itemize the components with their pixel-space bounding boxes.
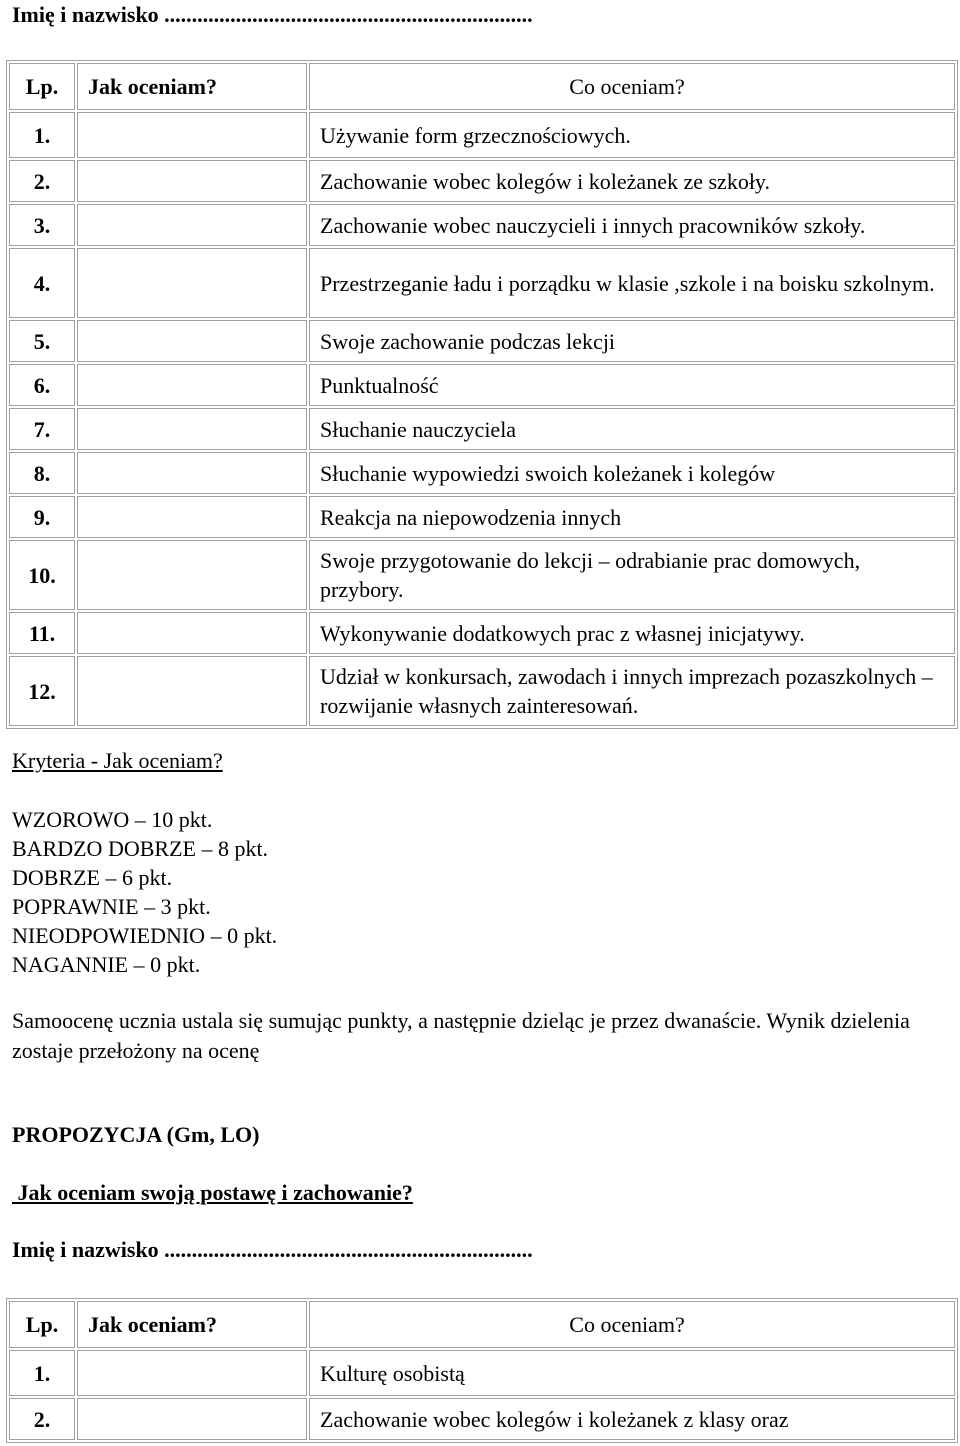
row-text: Punktualność [309, 364, 955, 406]
criteria-item: WZOROWO – 10 pkt. [12, 807, 213, 832]
row-how-cell [77, 112, 307, 158]
proposal-table [6, 1298, 958, 1443]
table-row [9, 540, 955, 610]
row-how-cell [77, 408, 307, 450]
table-row [9, 112, 955, 158]
criteria-item: DOBRZE – 6 pkt. [12, 865, 173, 890]
proposal-subtitle: Jak oceniam swoją postawę i zachowanie? [12, 1180, 413, 1205]
proposal-title: PROPOZYCJA (Gm, LO) [12, 1122, 260, 1147]
row-number: 10. [9, 540, 75, 610]
proposal-name-line: Imię i nazwisko ................................................................... [12, 1237, 533, 1262]
criteria-list [12, 805, 277, 979]
row-number: 7. [9, 408, 75, 450]
row-text: Zachowanie wobec kolegów i koleżanek ze szkoły. [309, 160, 955, 202]
row-how-cell [77, 540, 307, 610]
row-number: 2. [9, 160, 75, 202]
criteria-item: BARDZO DOBRZE – 8 pkt. [12, 836, 269, 861]
row-number: 9. [9, 496, 75, 538]
row-text: Swoje przygotowanie do lekcji – odrabianie prac domowych, przybory. [309, 540, 955, 610]
header-what: Co oceniam? [309, 63, 955, 110]
header-what: Co oceniam? [309, 1301, 955, 1348]
row-number: 4. [9, 248, 75, 318]
row-text: Reakcja na niepowodzenia innych [309, 496, 955, 538]
row-how-cell [77, 320, 307, 362]
table-row [9, 364, 955, 406]
row-text: Zachowanie wobec kolegów i koleżanek z klasy oraz [309, 1398, 955, 1440]
row-how-cell [77, 612, 307, 654]
summary-paragraph: Samoocenę ucznia ustala się sumując punkty, a następnie dzieląc je przez dwanaście. Wynik dzielenia zostaje przełożony na ocenę [12, 1008, 910, 1063]
row-how-cell [77, 248, 307, 318]
row-number: 8. [9, 452, 75, 494]
table-row [9, 408, 955, 450]
table-row [9, 248, 955, 318]
row-text: Wykonywanie dodatkowych prac z własnej inicjatywy. [309, 612, 955, 654]
criteria-item: NIEODPOWIEDNIO – 0 pkt. [12, 923, 278, 948]
row-number: 6. [9, 364, 75, 406]
table-row [9, 320, 955, 362]
table-row [9, 1350, 955, 1396]
table-row [9, 452, 955, 494]
table-header-row [9, 1301, 955, 1348]
row-number: 2. [9, 1398, 75, 1440]
name-line: Imię i nazwisko ................................................................... [12, 2, 533, 27]
table-row [9, 612, 955, 654]
criteria-item: NAGANNIE – 0 pkt. [12, 952, 201, 977]
row-text: Przestrzeganie ładu i porządku w klasie ,szkole i na boisku szkolnym. [309, 248, 955, 318]
table-row [9, 1398, 955, 1440]
row-how-cell [77, 364, 307, 406]
row-text: Udział w konkursach, zawodach i innych imprezach pozaszkolnych – rozwijanie własnych zainteresowań. [309, 656, 955, 726]
criteria-item: POPRAWNIE – 3 pkt. [12, 894, 211, 919]
row-how-cell [77, 204, 307, 246]
table-row [9, 656, 955, 726]
row-number: 3. [9, 204, 75, 246]
row-number: 1. [9, 112, 75, 158]
row-how-cell [77, 496, 307, 538]
row-how-cell [77, 656, 307, 726]
header-how: Jak oceniam? [77, 63, 307, 110]
assessment-table [6, 60, 958, 729]
header-lp: Lp. [9, 1301, 75, 1348]
row-how-cell [77, 1350, 307, 1396]
row-text: Kulturę osobistą [309, 1350, 955, 1396]
row-number: 11. [9, 612, 75, 654]
table-row [9, 496, 955, 538]
row-number: 5. [9, 320, 75, 362]
table-row [9, 160, 955, 202]
table-header-row [9, 63, 955, 110]
table-row [9, 204, 955, 246]
row-text: Swoje zachowanie podczas lekcji [309, 320, 955, 362]
row-how-cell [77, 452, 307, 494]
row-number: 12. [9, 656, 75, 726]
header-lp: Lp. [9, 63, 75, 110]
row-text: Używanie form grzecznościowych. [309, 112, 955, 158]
row-number: 1. [9, 1350, 75, 1396]
row-text: Zachowanie wobec nauczycieli i innych pracowników szkoły. [309, 204, 955, 246]
row-how-cell [77, 160, 307, 202]
row-text: Słuchanie wypowiedzi swoich koleżanek i kolegów [309, 452, 955, 494]
header-how: Jak oceniam? [77, 1301, 307, 1348]
row-text: Słuchanie nauczyciela [309, 408, 955, 450]
criteria-heading: Kryteria - Jak oceniam? [12, 748, 223, 773]
row-how-cell [77, 1398, 307, 1440]
